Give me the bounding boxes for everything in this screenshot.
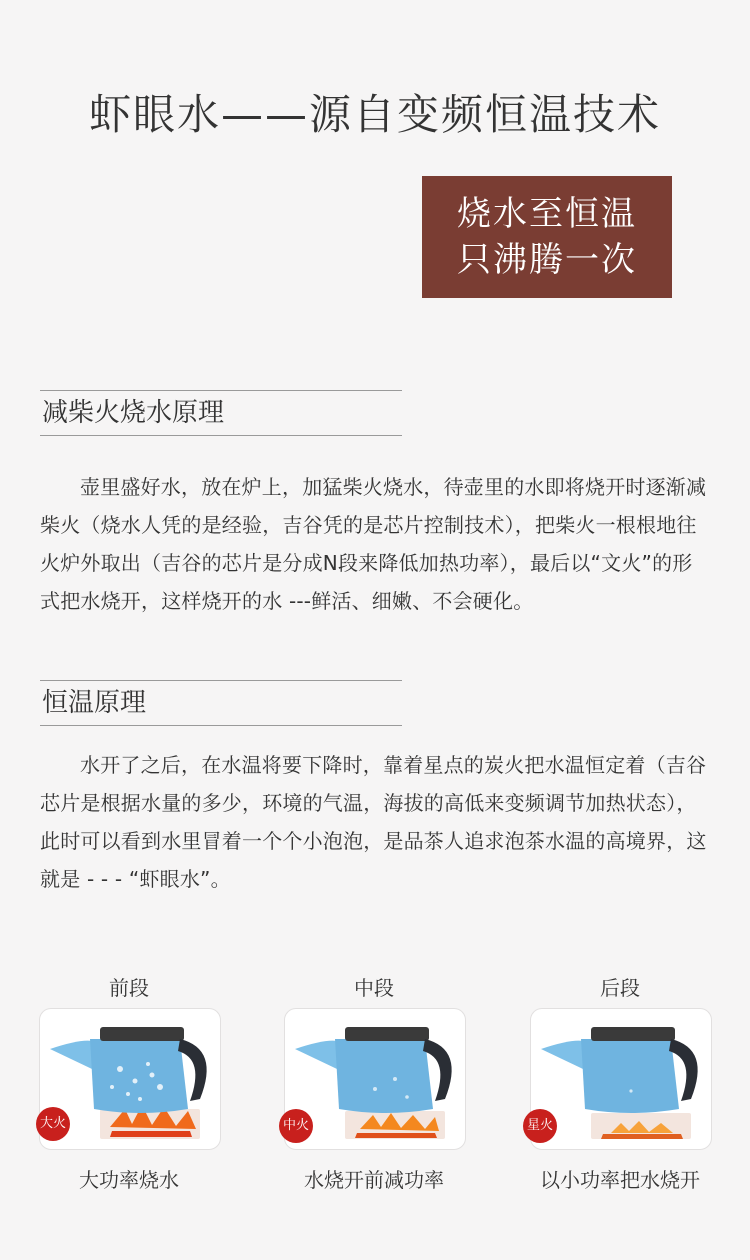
- kettle-image: [526, 1008, 712, 1150]
- section-paragraph-firewood: 壶里盛好水，放在炉上，加猛柴火烧水，待壶里的水即将烧开时逐渐减柴火（烧水人凭的是经验，吉谷凭的是芯片控制技术），把柴火一根根地往火炉外取出（吉谷的芯片是分成N段来降低加热功率），最后以“文火”的形式把水烧开，这样烧开的水 ---鲜活、细嫩、不会硬化。: [40, 475, 707, 613]
- divider: [40, 435, 402, 436]
- section-heading-constant-temp: [40, 680, 402, 726]
- divider: [40, 725, 402, 726]
- fire-level-badge: 大火: [36, 1107, 70, 1141]
- stage-caption: 大功率烧水: [79, 1168, 179, 1192]
- page-title: 虾眼水——源自变频恒温技术: [88, 90, 661, 139]
- fire-level-badge: 中火: [279, 1109, 313, 1143]
- stage-middle: [280, 970, 468, 1193]
- section-heading-firewood: [40, 390, 402, 436]
- stage-title: 前段: [109, 976, 149, 1000]
- kettle-image: [39, 1008, 221, 1150]
- section-paragraph-constant-temp: 水开了之后，在水温将要下降时，靠着星点的炭火把水温恒定着（吉谷芯片是根据水量的多少，环境的气温，海拔的高低来变频调节加热状态），此时可以看到水里冒着一个个小泡泡，是品茶人追求泡茶水温的高境界，这就是 - - - “虾眼水”。: [40, 753, 707, 891]
- stage-title: 中段: [354, 976, 394, 1000]
- stage-caption: 以小功率把水烧开: [540, 1168, 700, 1192]
- slogan-line-1: 烧水至恒温: [457, 194, 637, 234]
- section-heading-text: 恒温原理: [42, 688, 147, 718]
- stage-back: [526, 970, 714, 1193]
- kettle-image: [284, 1008, 466, 1150]
- slogan-box: [422, 176, 672, 298]
- stage-title: 后段: [600, 976, 640, 1000]
- fire-level-badge: 星火: [523, 1109, 557, 1143]
- section-heading-text: 减柴火烧水原理: [42, 398, 225, 428]
- kettle-icon: [531, 1009, 711, 1149]
- slogan-line-2: 只沸腾一次: [457, 240, 637, 280]
- stage-caption: 水烧开前减功率: [304, 1168, 444, 1192]
- stage-front: [35, 970, 223, 1193]
